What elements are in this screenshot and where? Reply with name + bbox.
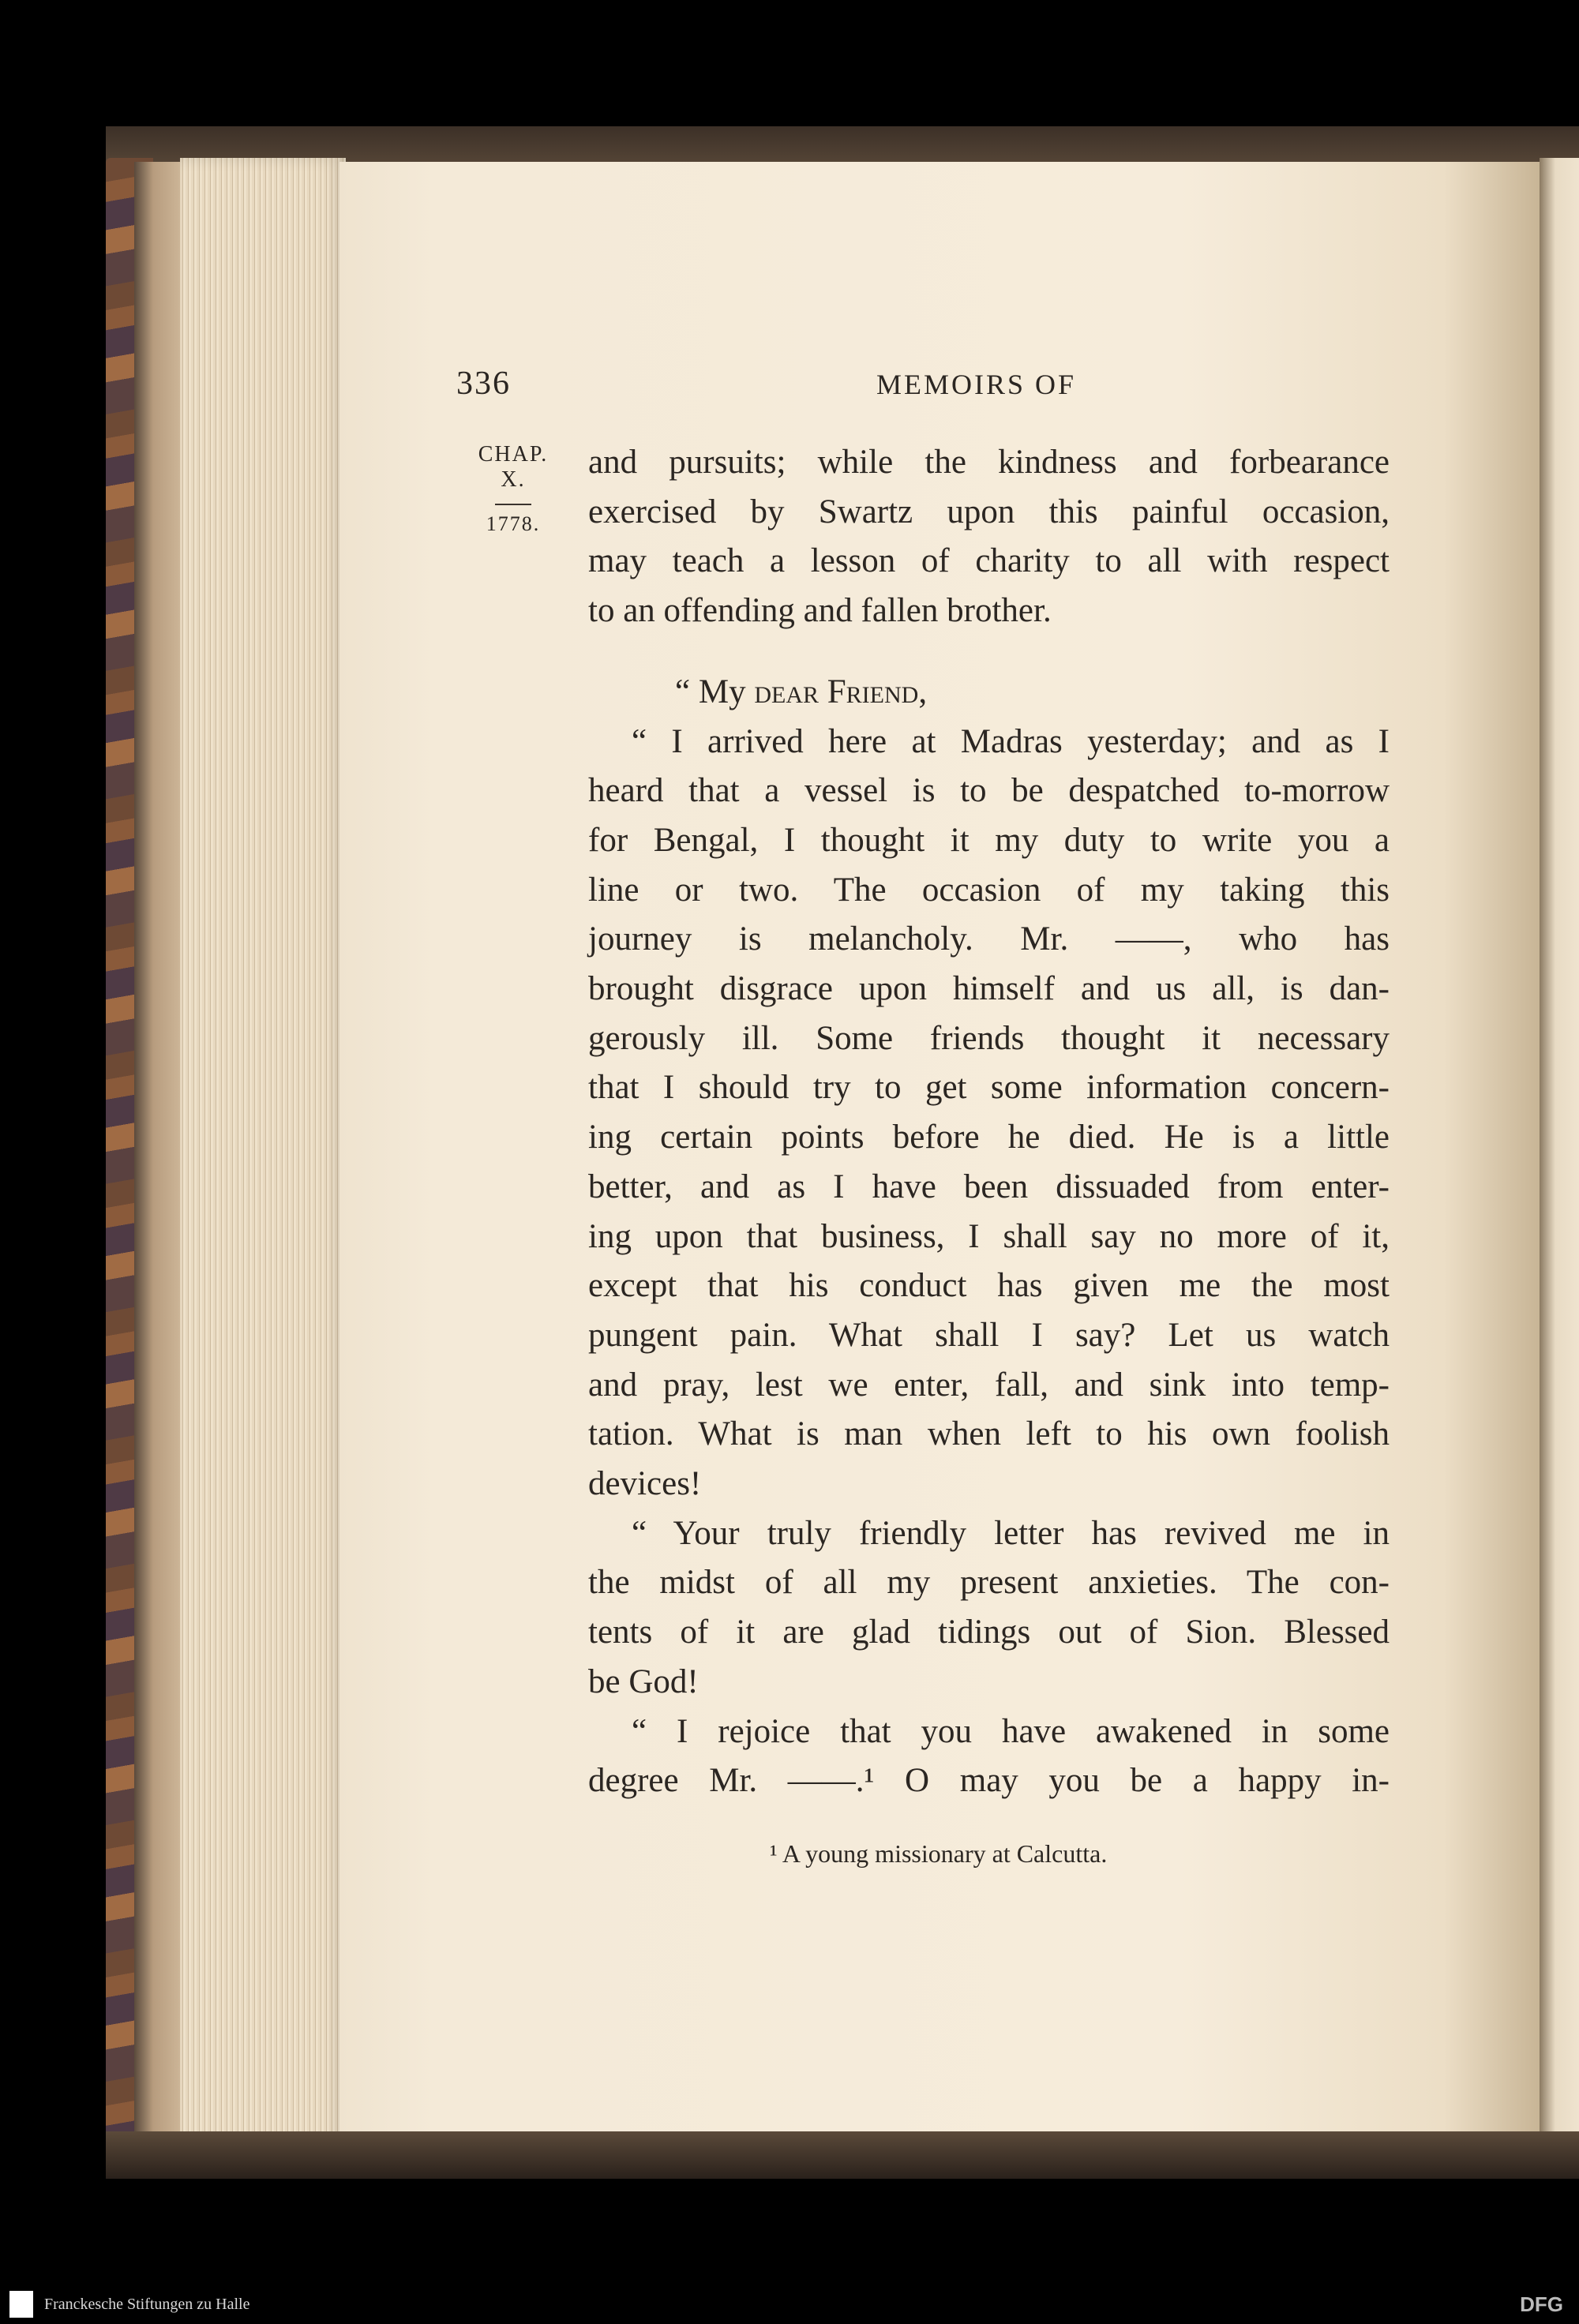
text-line: exercised by Swartz upon this painful occasion,: [588, 493, 1390, 530]
book-cover-bottom: [106, 2131, 1579, 2179]
text-line: “ Your truly friendly letter has revived me in: [632, 1514, 1390, 1552]
text-line: be God!: [588, 1662, 699, 1700]
text-line: and pray, lest we enter, fall, and sink into temp-: [588, 1366, 1390, 1404]
margin-note: [466, 442, 561, 537]
text-line: ing upon that business, I shall say no more of it,: [588, 1217, 1390, 1255]
margin-rule: [495, 504, 531, 505]
letter-salutation: “ My dear Friend,: [675, 673, 928, 710]
paragraph-1: [588, 438, 1390, 636]
page-number: 336: [456, 365, 511, 402]
chapter-label: CHAP.: [478, 442, 549, 467]
text-line: may teach a lesson of charity to all with respect: [588, 542, 1390, 580]
text-line: “ I arrived here at Madras yesterday; and as I: [632, 722, 1390, 760]
text-line: pungent pain. What shall I say? Let us watch: [588, 1316, 1390, 1354]
text-line: “ I rejoice that you have awakened in some: [632, 1712, 1390, 1750]
text-line: devices!: [588, 1465, 702, 1503]
text-line: brought disgrace upon himself and us all, is dan-: [588, 970, 1390, 1008]
body-text: [588, 438, 1390, 1806]
viewer-footer: [0, 2286, 1579, 2324]
institution-logo-icon: [9, 2291, 33, 2318]
text-line: journey is melancholy. Mr. ——, who has: [588, 920, 1390, 958]
running-head: MEMOIRS OF: [876, 369, 1077, 400]
dfg-logo: DFG: [1520, 2292, 1563, 2316]
margin-year: 1778.: [486, 512, 541, 535]
text-line: gerously ill. Some friends thought it necessary: [588, 1019, 1390, 1057]
text-line: that I should try to get some information concern-: [588, 1069, 1390, 1107]
text-line: line or two. The occasion of my taking this: [588, 871, 1390, 909]
text-line: tents of it are glad tidings out of Sion. Blessed: [588, 1614, 1390, 1651]
paragraph-3: [588, 1509, 1390, 1707]
text-line: degree Mr. ——.¹ O may you be a happy in-: [588, 1762, 1390, 1800]
text-line: better, and as I have been dissuaded from enter-: [588, 1168, 1390, 1205]
text-line: heard that a vessel is to be despatched to-morrow: [588, 772, 1390, 810]
paragraph-2: [588, 718, 1390, 1509]
text-line: ing certain points before he died. He is a little: [588, 1119, 1390, 1156]
text-line: except that his conduct has given me the most: [588, 1267, 1390, 1305]
text-line: tation. What is man when left to his own foolish: [588, 1415, 1390, 1453]
book-spine-edge: [134, 162, 182, 2143]
text-line: the midst of all my present anxieties. The con-: [588, 1564, 1390, 1602]
text-line: for Bengal, I thought it my duty to write you a: [588, 821, 1390, 859]
paragraph-4: [588, 1707, 1390, 1806]
institution-name[interactable]: Franckesche Stiftungen zu Halle: [44, 2296, 250, 2313]
footnote: ¹ A young missionary at Calcutta.: [770, 1839, 1108, 1868]
page-block-edges: [180, 158, 346, 2147]
text-line: to an offending and fallen brother.: [588, 592, 1052, 630]
chapter-number: X.: [501, 467, 526, 492]
text-line: and pursuits; while the kindness and forbearance: [588, 444, 1390, 481]
facing-page-edge: [1540, 158, 1579, 2147]
